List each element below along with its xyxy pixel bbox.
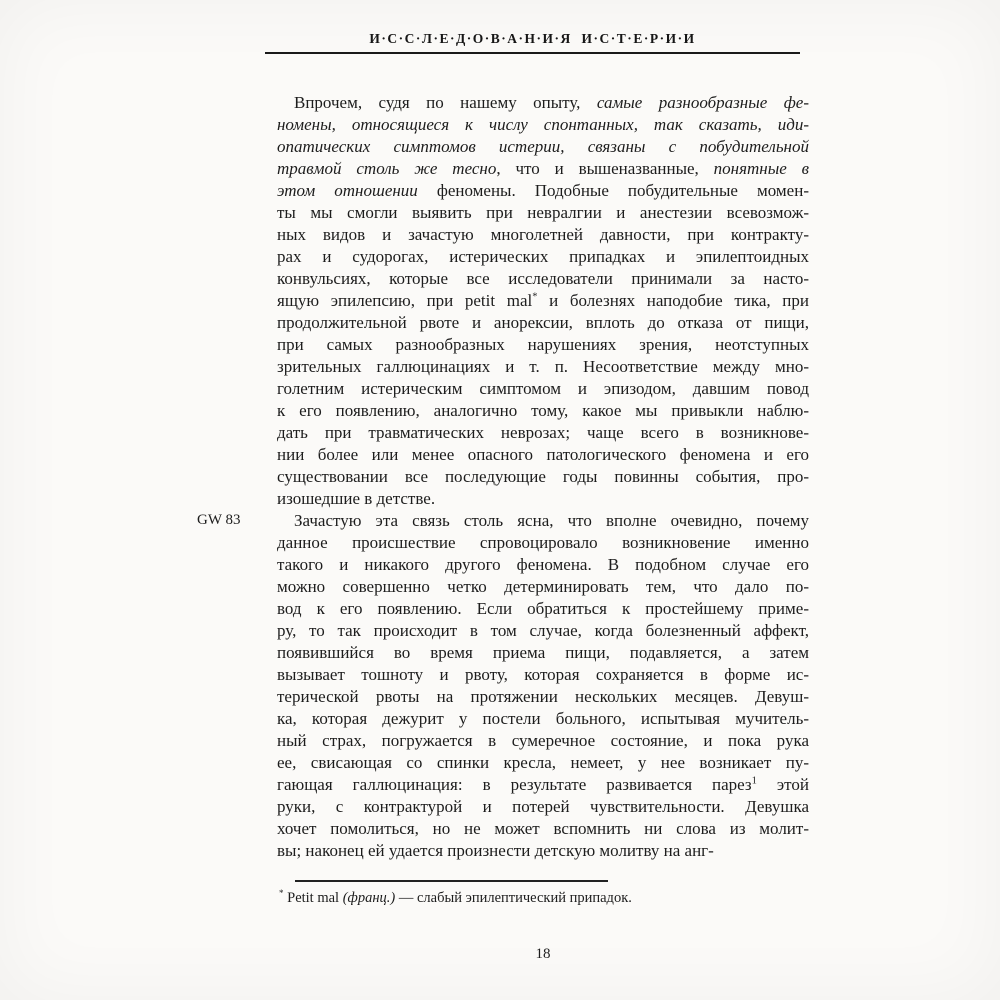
text-line xyxy=(277,488,809,510)
text-segment: появившийся во время приема пищи, подавляется, а затем xyxy=(277,643,809,662)
superscript-marker: * xyxy=(532,291,538,303)
text-line xyxy=(277,246,809,268)
text-segment: и болезнях наподобие тика, при xyxy=(537,291,809,310)
text-segment: продолжительной рвоте и анорексии, вплоть до отказа от пищи, xyxy=(277,313,809,332)
superscript-marker: * xyxy=(279,888,284,899)
text-line xyxy=(277,312,809,334)
text-segment: нии более или менее опасного патологического феномена и его xyxy=(277,445,809,464)
text-block xyxy=(277,92,809,862)
text-segment: опатических симптомов истерии, связаны с побудительной xyxy=(277,137,809,156)
text-segment: голетним истерическим симптомом и эпизодом, давшим повод xyxy=(277,379,809,398)
text-line xyxy=(277,356,809,378)
text-line xyxy=(277,708,809,730)
running-head-title: И·С·С·Л·Е·Д·О·В·А·Н·И·Я И·С·Т·Е·Р·И·И xyxy=(369,31,696,46)
text-segment: такого и никакого другого феномена. В подобном случае его xyxy=(277,555,809,574)
text-segment: ка, которая дежурит у постели больного, испытывая мучитель- xyxy=(277,709,809,728)
text-segment: дать при травматических неврозах; чаще всего в возникнове- xyxy=(277,423,809,442)
text-line xyxy=(277,202,809,224)
text-segment: при самых разнообразных нарушениях зрения, неотступных xyxy=(277,335,809,354)
text-line xyxy=(277,224,809,246)
text-segment: данное происшествие спровоцировало возникновение именно xyxy=(277,533,809,552)
text-segment: вы; наконец ей удается произнести детскую молитву на анг- xyxy=(277,841,714,860)
text-segment: гающая галлюцинация: в результате развивается парез xyxy=(277,775,752,794)
text-segment: терической рвоты на протяжении нескольких месяцев. Девуш- xyxy=(277,687,809,706)
text-line xyxy=(277,532,809,554)
text-segment: этой xyxy=(756,775,809,794)
text-segment: Petit mal xyxy=(283,890,343,906)
text-line xyxy=(277,774,809,796)
text-segment: ных видов и зачастую многолетней давности, при контракту- xyxy=(277,225,809,244)
text-line xyxy=(277,686,809,708)
text-segment: понятные в xyxy=(713,159,810,178)
paragraph xyxy=(277,510,809,862)
text-line xyxy=(277,620,809,642)
text-line xyxy=(277,752,809,774)
text-segment: вод к его появлению. Если обратиться к простейшему приме- xyxy=(277,599,809,618)
text-line xyxy=(277,136,809,158)
text-line xyxy=(277,92,809,114)
text-line xyxy=(277,180,809,202)
text-line xyxy=(277,840,809,862)
text-segment: этом отношении xyxy=(277,181,418,200)
text-segment: ящую эпилепсию, при petit mal xyxy=(277,291,533,310)
text-line xyxy=(277,444,809,466)
text-segment: изошедшие в детстве. xyxy=(277,489,436,508)
text-segment: — слабый эпилептический припадок. xyxy=(395,890,632,906)
text-line xyxy=(277,466,809,488)
header-rule xyxy=(265,52,800,54)
text-segment: зрительных галлюцинациях и т. п. Несоответствие между мно- xyxy=(277,357,809,376)
text-segment: номены, относящиеся к числу спонтанных, так сказать, иди- xyxy=(277,115,809,134)
superscript-marker: 1 xyxy=(751,775,757,787)
text-line xyxy=(277,378,809,400)
text-segment: можно совершенно четко детерминировать тем, что дало по- xyxy=(277,577,809,596)
text-segment: ру, то так происходит в том случае, когда болезненный аффект, xyxy=(277,621,809,640)
text-segment: ее, свисающая со спинки кресла, немеет, у нее возникает пу- xyxy=(277,753,809,772)
text-segment: Зачастую эта связь столь ясна, что вполне очевидно, почему xyxy=(294,511,809,530)
text-segment: хочет помолиться, но не может вспомнить ни слова из молит- xyxy=(277,819,809,838)
text-segment: к его появлению, аналогично тому, какое мы привыкли наблю- xyxy=(277,401,809,420)
text-segment: феномены. Подобные побудительные момен- xyxy=(417,181,809,200)
text-line xyxy=(277,290,809,312)
text-line xyxy=(277,334,809,356)
text-segment: (франц.) xyxy=(342,890,396,906)
text-segment: конвульсиях, которые все исследователи принимали за насто- xyxy=(277,269,809,288)
text-line xyxy=(277,642,809,664)
text-line xyxy=(277,730,809,752)
text-segment: травмой столь же тесно xyxy=(277,159,497,178)
text-segment: вызывает тошноту и рвоту, которая сохраняется в форме ис- xyxy=(277,665,809,684)
text-line xyxy=(277,576,809,598)
text-line xyxy=(277,158,809,180)
footnote xyxy=(279,889,809,908)
paragraph xyxy=(277,92,809,510)
text-segment: рах и судорогах, истерических припадках и эпилептоидных xyxy=(277,247,809,266)
text-segment: Впрочем, судя по нашему опыту, xyxy=(294,93,597,112)
text-line xyxy=(277,796,809,818)
text-line xyxy=(277,598,809,620)
text-line xyxy=(277,818,809,840)
footnote-separator xyxy=(295,880,608,882)
text-segment: руки, с контрактурой и потерей чувствительности. Девушка xyxy=(277,797,809,816)
text-line xyxy=(277,268,809,290)
text-segment: , что и вышеназванные, xyxy=(496,159,714,178)
text-segment: существовании все последующие годы повинны события, про- xyxy=(277,467,809,486)
text-line xyxy=(277,510,809,532)
text-line xyxy=(277,664,809,686)
text-line xyxy=(277,554,809,576)
text-line xyxy=(277,422,809,444)
text-segment: самые разнообразные фе- xyxy=(596,93,809,112)
text-segment: ный страх, погружается в сумеречное состояние, и пока рука xyxy=(277,731,809,750)
margin-note-gw: GW 83 xyxy=(197,512,241,528)
page-number: 18 xyxy=(535,946,551,962)
text-line xyxy=(277,400,809,422)
text-segment: ты мы смогли выявить при невралгии и анестезии всевозмож- xyxy=(277,203,809,222)
text-line xyxy=(277,114,809,136)
